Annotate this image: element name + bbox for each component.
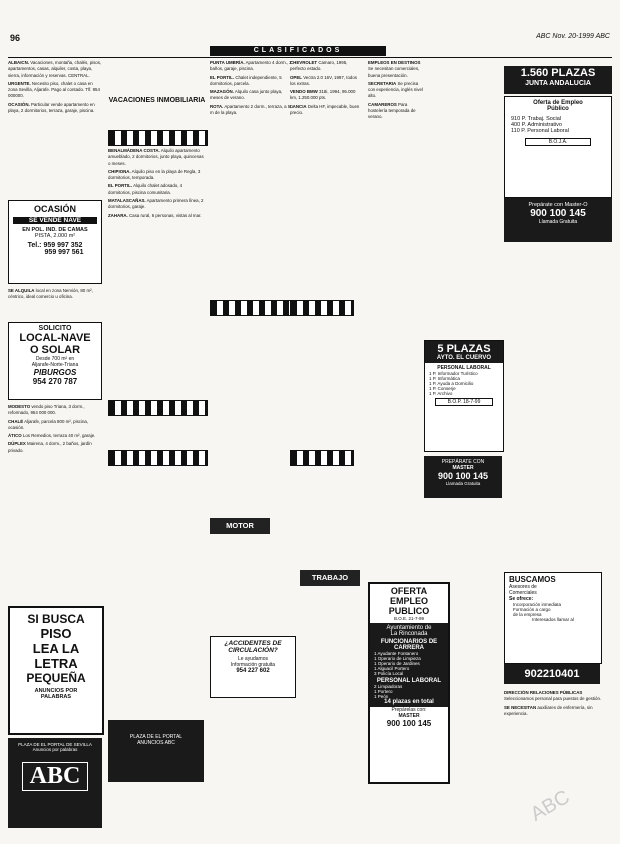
column-1-ads xyxy=(8,60,102,200)
list-item: ÁTICO Los Remedios, terraza 40 m², garaje. xyxy=(8,433,96,439)
list-item: URGENTE. Necesito piso, chalet o casa en zona Sevilla, Aljarafe. Pago al contado. Tlf. 954 000000. xyxy=(8,80,100,99)
section-divider xyxy=(290,450,354,466)
list-item: SE NECESITAN auxiliares de enfermería, sin experiencia. xyxy=(504,704,593,716)
section-title: CLASIFICADOS xyxy=(210,46,386,56)
list-item: LANCIA Delta HF, impecable, buen precio. xyxy=(290,103,360,116)
list-item: DÚPLEX Mairena, 4 dorm., 2 baños, jardín privado. xyxy=(8,441,92,453)
motor-section-header: MOTOR xyxy=(210,518,270,534)
column-5-ads xyxy=(368,60,426,310)
header-rule xyxy=(8,57,612,58)
accidentes-ad: ¿ACCIDENTES DE CIRCULACIÓN? Le ayudamos Información gratuita 954 227 602 xyxy=(210,636,296,698)
solicito-ad: SOLICITO LOCAL-NAVE O SOLAR Desde 700 m² en Aljarafe-Norte-Triana PIBURGOS 954 270 787 xyxy=(8,322,102,400)
list-item: CHIPIONA. Alquilo piso en la playa de Regla, 3 dormitorios, temporada. xyxy=(108,168,201,181)
list-item: EL PORTIL. Alquilo chalet adosado, 4 dormitorios, piscina comunitaria. xyxy=(108,183,183,195)
si-busca-piso-ad: SI BUSCA PISO LEA LA LETRA PEQUEÑA ANUNCIOS POR PALABRAS xyxy=(8,606,104,735)
list-item: BENALMÁDENA COSTA. Alquilo apartamento amueblado, 2 dormitorios, junto playa, quincenas o meses. xyxy=(108,148,204,166)
plazas-cuervo-ad: 5 PLAZAS AYTO. EL CUERVO PERSONAL LABORAL 1 P. Informador Turístico 1 P. Informática 1 P. Ayuda a Domicilio 1 P. Conserje 1 P. Archivo B.O.P. 18-7-99 xyxy=(424,340,504,452)
list-item: ROTA. Apartamento 2 dorm., terraza, a 50 m de la playa. xyxy=(210,103,293,116)
plazas-junta-header: 1.560 PLAZAS JUNTA ANDALUCIA xyxy=(504,66,612,94)
list-item: EL PORTIL. Chalet independiente, 5 dormitorios, parcela. xyxy=(210,74,282,86)
list-item: DIRECCIÓN RELACIONES PÚBLICAS Seleccionamos personal para puestos de gestión. xyxy=(504,690,602,702)
svg-text:ABC: ABC xyxy=(526,786,574,826)
list-item: ALBAICN. Vacaciones, montaña, chalés, pisos, apartamentos, casas, alquiler, costa, playa, sierra, información y reservas. CENTRAL. xyxy=(8,60,102,78)
watermark-stamp xyxy=(500,724,620,844)
section-divider xyxy=(108,400,208,416)
list-item: MODESTO vendo piso Triana, 3 dorm., reformado, 954 000 000. xyxy=(8,404,85,416)
buscamos-ad: BUSCAMOS Asesores de Comerciales Se ofrece: Incorporación inmediata Formación a cargo de la empresa Interesados llamar al xyxy=(504,572,602,664)
column-1-ads-c xyxy=(8,404,102,594)
page-number: 96 xyxy=(10,33,21,43)
list-item: OPEL Vectra 2.0 16V, 1997, todos los extras. xyxy=(290,74,357,86)
master-cuervo-ad: PREPÁRATE CON MASTER 900 100 145 Llamada Gratuita xyxy=(424,456,502,498)
section-divider xyxy=(108,130,208,146)
column-4-ads xyxy=(290,60,362,290)
master-junta-ad: Prepárate con Master-O 900 100 145 Llamada Gratuita xyxy=(504,198,612,242)
section-divider xyxy=(108,450,208,466)
abc-ad-col2: PLAZA DE EL PORTAL ANUNCIOS ABC xyxy=(108,720,204,782)
ocasion-ad: OCASIÓN SE VENDE NAVE EN POL. IND. DE CAMAS PISTA, 2.000 m² Tel.: 959 997 352 959 997 561 xyxy=(8,200,102,284)
abc-logo: ABC xyxy=(22,762,88,791)
list-item: VENDO BMW 318i, 1994, 95.000 km, 1.250.000 pts. xyxy=(290,89,356,101)
list-item: MATALASCAÑAS. Apartamento primera línea, 2 dormitorios, garaje. xyxy=(108,198,204,210)
oferta-dark-block: Ayuntamiento de La Rinconada FUNCIONARIOS DE CARRERA 1 Ayudante Fontanero 1 Operario de Limpieza 1 Operario de Jardines 1 Alguacil Portero 3 Policía Local PERSONAL LABORAL 2 Limpiadoras 1 Portero 1 Peón 14 plazas en total xyxy=(370,623,448,707)
oferta-empleo-ad: OFERTA EMPLEO PUBLICO B.O.E. 21-7-99 Ayuntamiento de La Rinconada FUNCIONARIOS DE CARRERA 1 Ayudante Fontanero 1 Operario de Limpieza 1 Operario de Jardines 1 Alguacil Portero 3 Policía Local PERSONAL LABORAL 2 Limpiadoras 1 Portero 1 Peón 14 plazas en total Prepárelas con: MASTER 900 100 145 xyxy=(368,582,450,784)
list-item: EMPLEOS EN DESTINOS Se necesitan comerciales, buena presentación. xyxy=(368,60,421,78)
list-item: SECRETARIA Se precisa con experiencia, inglés nivel alto. xyxy=(368,80,423,99)
page-date: ABC Nov. 20-1999 ABC xyxy=(536,33,610,40)
list-item: CHALÉ Aljarafe, parcela 800 m², piscina, ocasión. xyxy=(8,418,89,430)
list-item: OCASIÓN. Particular vende apartamento en playa, 2 dormitorios, terraza, garaje, piscina. xyxy=(8,101,95,114)
trabajo-section-header: TRABAJO xyxy=(300,570,360,586)
list-item: CAMAREROS Para hostelería temporada de verano. xyxy=(368,101,416,120)
column-1-ads-b xyxy=(8,288,102,318)
list-item: SE ALQUILA local en zona Nervión, 80 m², céntrico, ideal comercio u oficina. xyxy=(8,288,93,300)
buscamos-phone-block: 902210401 xyxy=(504,664,600,684)
column-2-ads xyxy=(108,148,206,388)
list-item: PUNTA UMBRÍA. Apartamento 4 dorm., 2 baños, garaje, piscina. xyxy=(210,60,292,72)
list-item: MAZAGÓN. Alquilo casa junto playa, meses de verano. xyxy=(210,89,283,101)
column-3-ads xyxy=(210,60,294,290)
section-divider xyxy=(210,300,294,316)
list-item: ZAHARA. Casa rural, 6 personas, vistas al mar. xyxy=(108,212,202,218)
vacaciones-header: VACACIONES INMOBILIARIA xyxy=(108,97,206,104)
abc-footer-ad: PLAZA DE EL PORTAL DE SEVILLA Anuncios por palabras ABC xyxy=(8,738,102,828)
plazas-junta-ad: Oferta de Empleo Público 910 P. Trabaj. Social 400 P. Administrativo 110 P. Personal Laboral B.O.J.A. xyxy=(504,96,612,198)
list-item: CHEVROLET Camaro, 1995, perfecto estado. xyxy=(290,60,348,72)
section-divider xyxy=(290,300,354,316)
